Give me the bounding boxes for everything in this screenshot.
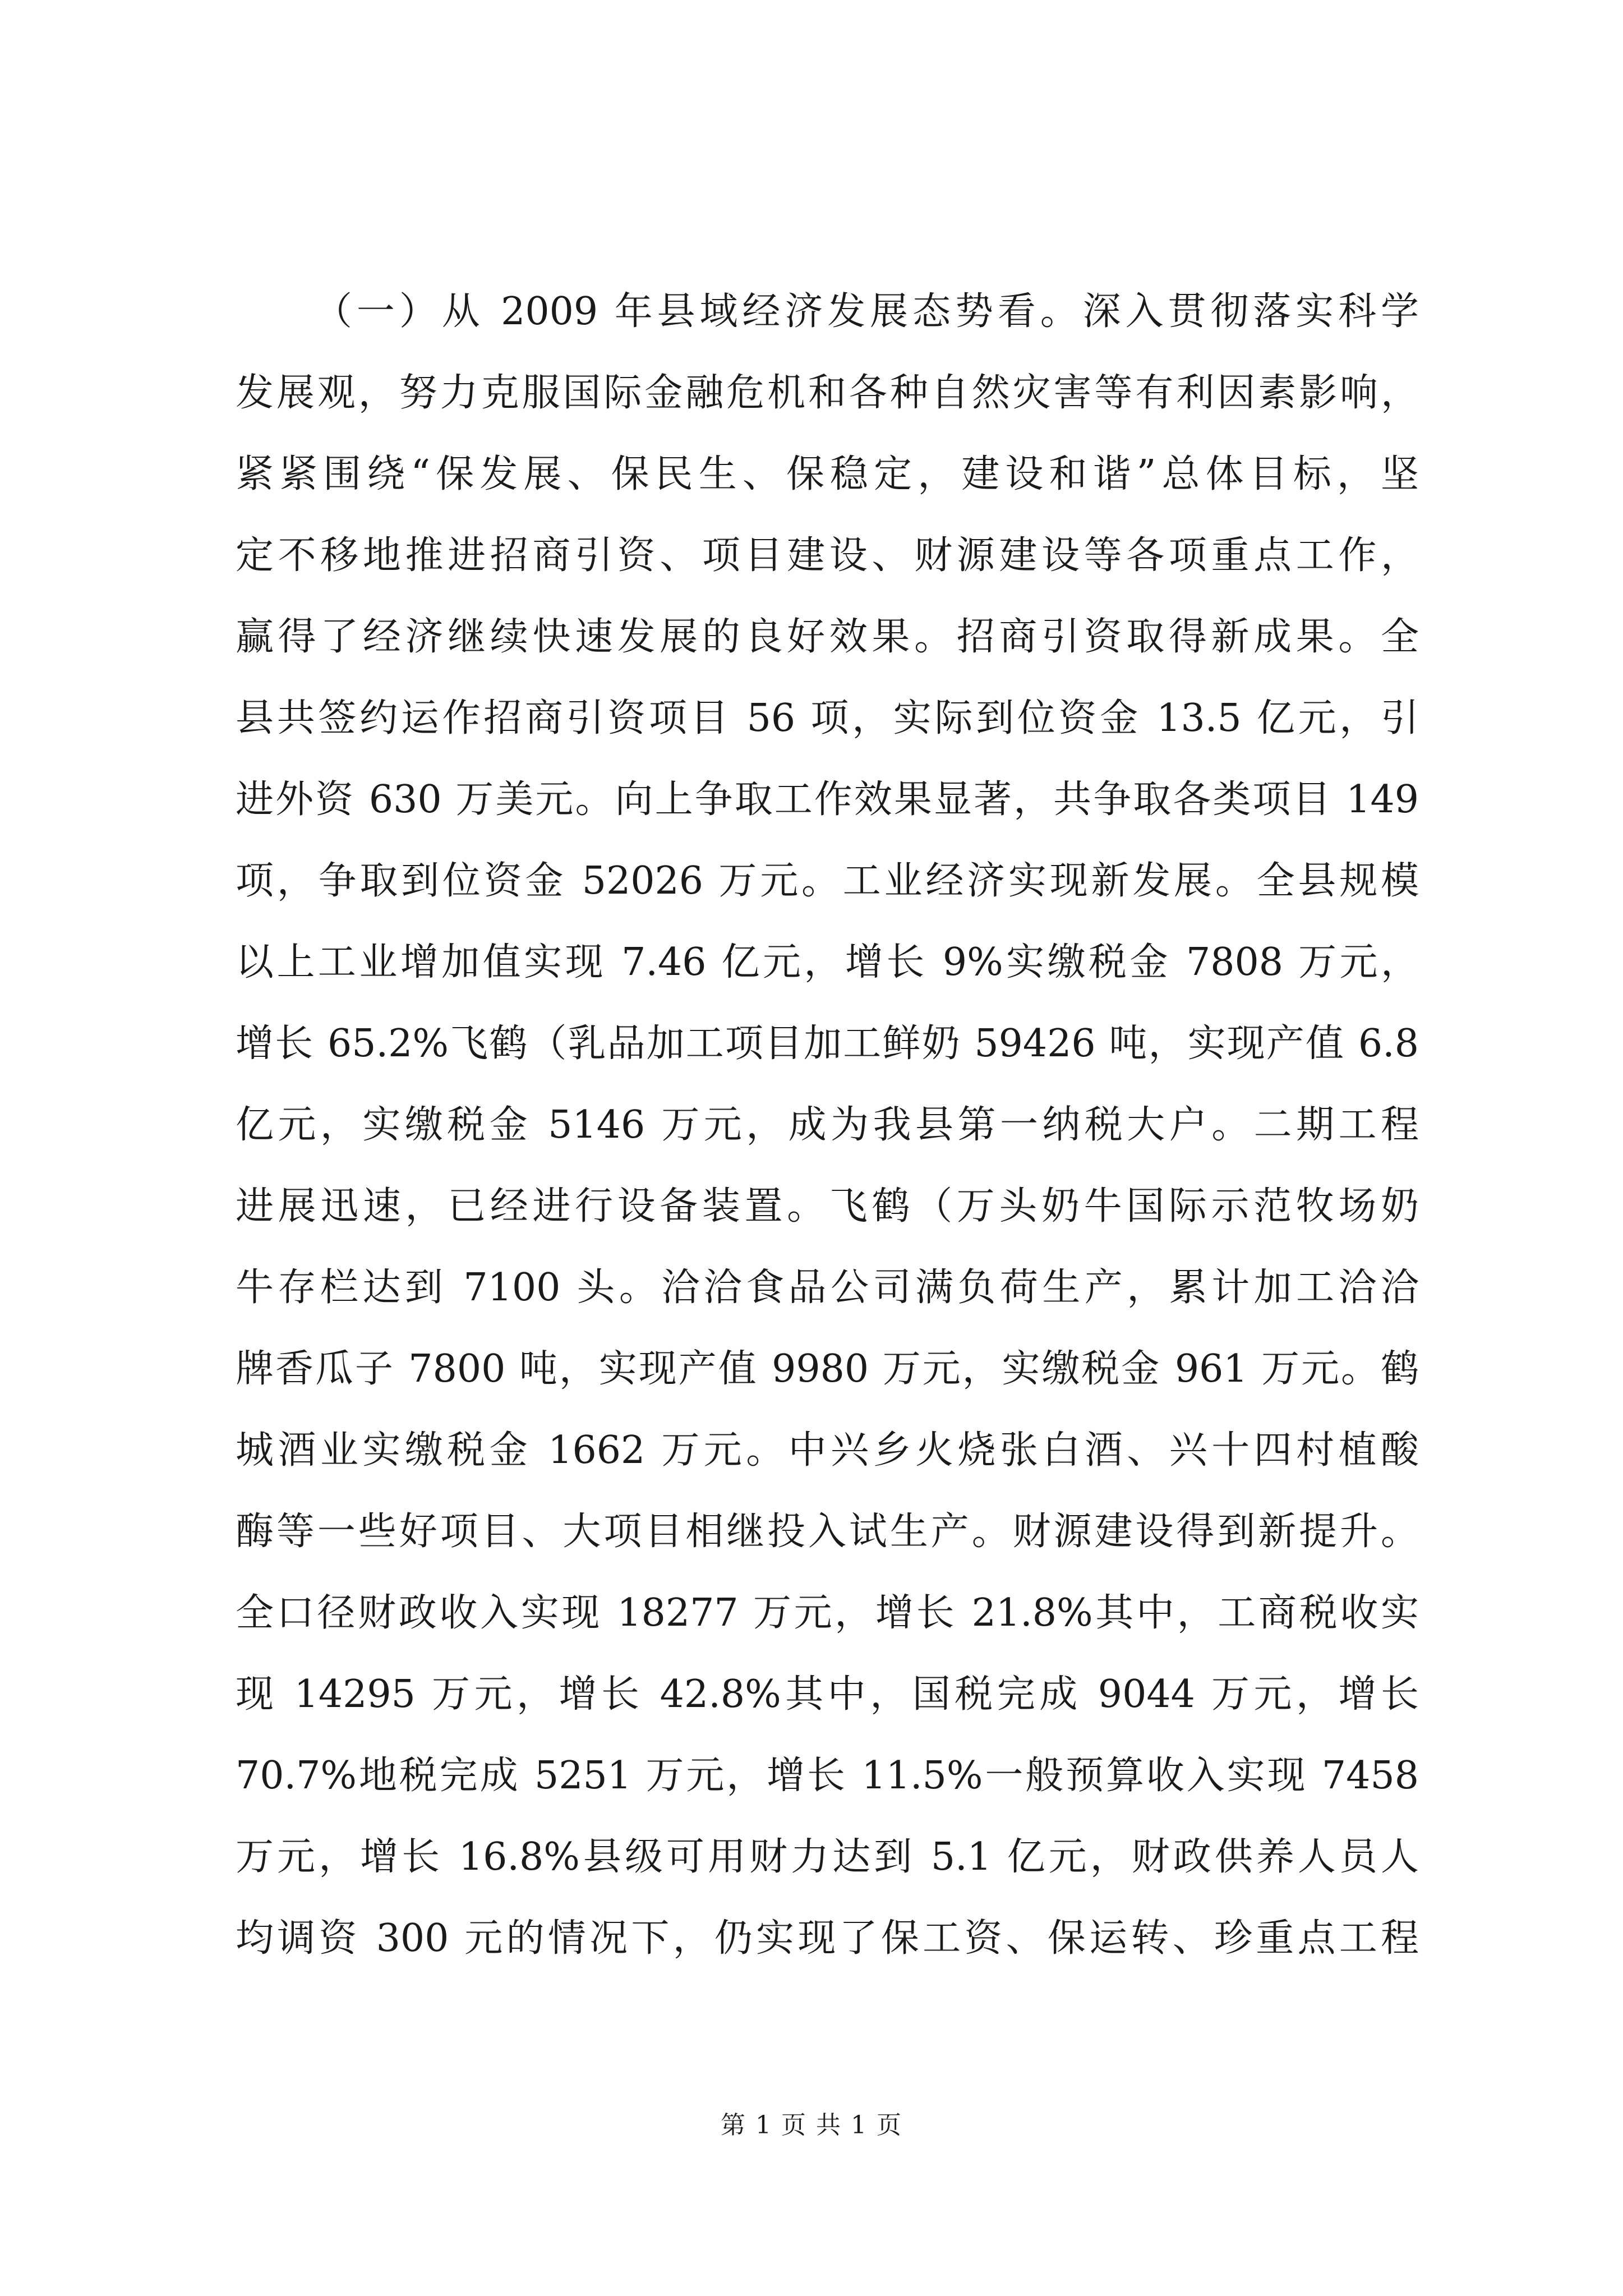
paragraph-line: 万元，增长 16.8%县级可用财力达到 5.1 亿元，财政供养人员人 — [236, 1835, 1419, 1879]
paragraph-line: 紧紧围绕“保发展、保民生、保稳定，建设和谐”总体目标，坚 — [236, 452, 1419, 496]
paragraph-line: 70.7%地税完成 5251 万元，增长 11.5%一般预算收入实现 7458 — [236, 1754, 1419, 1798]
paragraph-line: 现 14295 万元，增长 42.8%其中，国税完成 9044 万元，增长 — [236, 1672, 1419, 1717]
paragraph-line: 项，争取到位资金 52026 万元。工业经济实现新发展。全县规模 — [236, 859, 1419, 903]
paragraph-line: 赢得了经济继续快速发展的良好效果。招商引资取得新成果。全 — [236, 615, 1419, 659]
paragraph-line: 均调资 300 元的情况下，仍实现了保工资、保运转、珍重点工程 — [236, 1916, 1419, 1961]
paragraph-line: 发展观，努力克服国际金融危机和各种自然灾害等有利因素影响， — [236, 371, 1419, 415]
paragraph-line: 进展迅速，已经进行设备装置。飞鹤（万头奶牛国际示范牧场奶 — [236, 1184, 1419, 1228]
paragraph-line: 亿元，实缴税金 5146 万元，成为我县第一纳税大户。二期工程 — [236, 1103, 1419, 1147]
paragraph-line: 城酒业实缴税金 1662 万元。中兴乡火烧张白酒、兴十四村植酸 — [236, 1428, 1419, 1473]
paragraph-line: 定不移地推进招商引资、项目建设、财源建设等各项重点工作， — [236, 533, 1419, 578]
paragraph-line: （一）从 2009 年县域经济发展态势看。深入贯彻落实科学 — [314, 289, 1419, 334]
page-footer: 第 1 页 共 1 页 — [721, 2111, 902, 2139]
paragraph-line: 增长 65.2%飞鹤（乳品加工项目加工鲜奶 59426 吨，实现产值 6.8 — [236, 1022, 1419, 1066]
paragraph-line: 进外资 630 万美元。向上争取工作效果显著，共争取各类项目 149 — [236, 777, 1419, 822]
paragraph-line: 以上工业增加值实现 7.46 亿元，增长 9%实缴税金 7808 万元， — [236, 940, 1419, 984]
paragraph-line: 牌香瓜子 7800 吨，实现产值 9980 万元，实缴税金 961 万元。鹤 — [236, 1347, 1419, 1391]
paragraph-line: 县共签约运作招商引资项目 56 项，实际到位资金 13.5 亿元，引 — [236, 696, 1419, 740]
paragraph-line: 酶等一些好项目、大项目相继投入试生产。财源建设得到新提升。 — [236, 1510, 1419, 1554]
paragraph-line: 全口径财政收入实现 18277 万元，增长 21.8%其中，工商税收实 — [236, 1591, 1419, 1635]
paragraph-line: 牛存栏达到 7100 头。洽洽食品公司满负荷生产，累计加工洽洽 — [236, 1266, 1419, 1310]
